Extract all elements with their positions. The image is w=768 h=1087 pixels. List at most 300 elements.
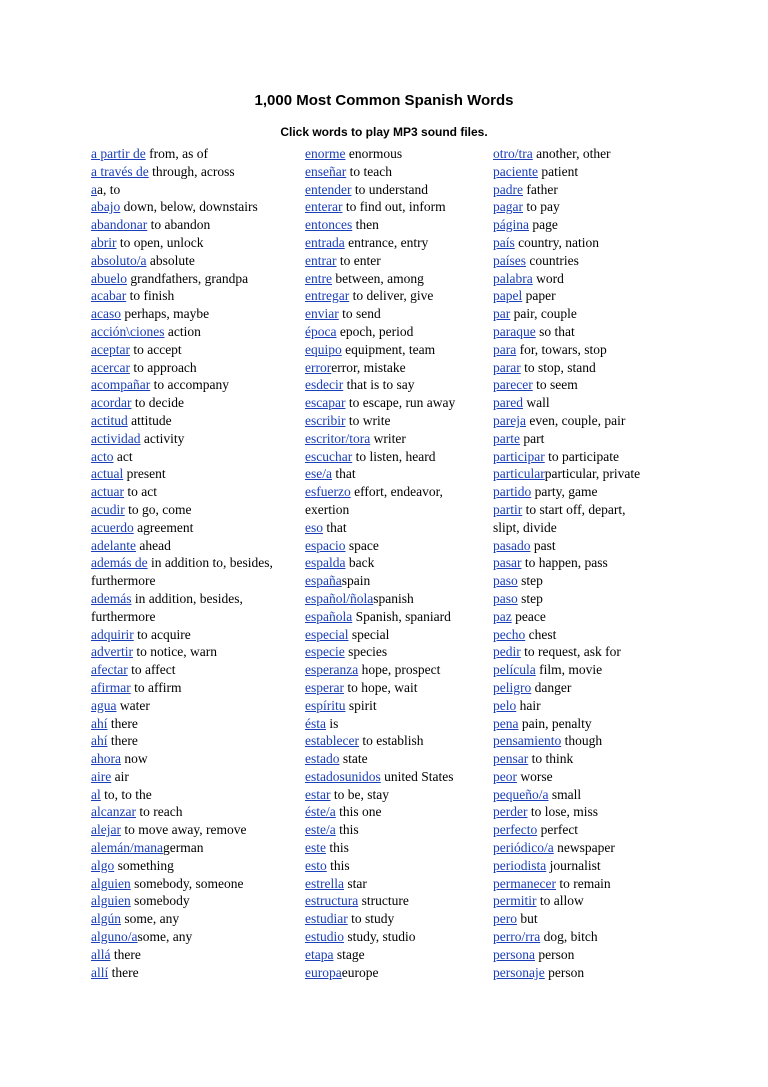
word-link[interactable]: acabar: [91, 288, 127, 304]
word-entry: [493, 448, 640, 466]
word-link[interactable]: entonces: [305, 217, 353, 233]
word-link[interactable]: parte: [493, 430, 520, 446]
word-link[interactable]: enorme: [305, 146, 346, 161]
word-link[interactable]: eso: [305, 519, 323, 535]
word-entry: [305, 305, 455, 323]
word-link[interactable]: pequeño/a: [493, 786, 549, 802]
word-link[interactable]: permanecer: [493, 875, 556, 891]
word-link[interactable]: éste/a: [305, 804, 336, 820]
word-link[interactable]: espíritu: [305, 697, 346, 713]
word-entry: [493, 554, 640, 572]
word-entry: [91, 394, 273, 412]
word-definition: this: [326, 857, 350, 873]
word-link[interactable]: entrar: [305, 252, 337, 268]
word-definition: country, nation: [514, 234, 599, 250]
word-entry: [305, 626, 455, 644]
word-definition: enormous: [345, 146, 403, 161]
word-definition: so that: [535, 323, 575, 339]
word-entry: [91, 786, 273, 804]
word-link[interactable]: agua: [91, 697, 117, 713]
word-entry: [91, 768, 273, 786]
word-entry: [493, 412, 640, 430]
word-link[interactable]: error: [305, 359, 332, 375]
word-definition: entrance, entry: [344, 234, 429, 250]
word-entry: [305, 679, 455, 697]
word-entry: [305, 786, 455, 804]
word-definition: countries: [526, 252, 579, 268]
word-definition: equipment, team: [341, 341, 436, 357]
word-link[interactable]: participar: [493, 448, 545, 464]
word-definition: to finish: [126, 288, 175, 304]
word-link[interactable]: acto: [91, 448, 114, 464]
word-link[interactable]: permitir: [493, 893, 537, 909]
word-definition: attitude: [127, 412, 172, 428]
word-entry: [91, 857, 273, 875]
word-link[interactable]: esfuerzo: [305, 484, 351, 500]
word-definition: hair: [516, 697, 541, 713]
word-entry: [493, 394, 640, 412]
word-definition: to go, come: [124, 501, 192, 517]
word-definition: peace: [511, 608, 546, 624]
word-link[interactable]: alguien: [91, 893, 131, 909]
word-link[interactable]: par: [493, 306, 511, 322]
word-entry: [493, 145, 640, 163]
word-link[interactable]: época: [305, 323, 337, 339]
word-definition: to acquire: [133, 626, 191, 642]
word-definition: spirit: [345, 697, 377, 713]
word-link[interactable]: adquirir: [91, 626, 134, 642]
word-link[interactable]: acaso: [91, 306, 121, 322]
word-link[interactable]: pagar: [493, 199, 523, 215]
word-link[interactable]: escapar: [305, 395, 346, 411]
word-definition: act: [113, 448, 133, 464]
word-entry: [305, 537, 455, 555]
word-definition: that is to say: [343, 377, 415, 393]
word-definition: to accompany: [150, 377, 229, 393]
word-link[interactable]: países: [493, 252, 526, 268]
word-entry: [493, 892, 640, 910]
word-definition: wall: [522, 395, 550, 411]
word-link[interactable]: este: [305, 840, 326, 856]
word-entry: [493, 857, 640, 875]
word-link[interactable]: periódico/a: [493, 840, 554, 856]
word-entry: [91, 270, 273, 288]
word-definition: to send: [338, 306, 381, 322]
word-definition: to, to the: [100, 786, 152, 802]
word-link[interactable]: actitud: [91, 412, 128, 428]
word-definition: in addition to, besides,: [147, 555, 273, 571]
word-entry: [305, 483, 455, 501]
word-definition: to allow: [536, 893, 584, 909]
word-entry: [91, 305, 273, 323]
word-link[interactable]: aire: [91, 768, 112, 784]
word-definition: to deliver, give: [349, 288, 434, 304]
word-link[interactable]: equipo: [305, 341, 342, 357]
word-definition: to move away, remove: [120, 822, 247, 838]
word-entry: [305, 857, 455, 875]
word-entry: [493, 537, 640, 555]
word-link[interactable]: enterar: [305, 199, 343, 215]
word-link[interactable]: adelante: [91, 537, 136, 553]
word-definition: this one: [335, 804, 382, 820]
word-link[interactable]: pensamiento: [493, 733, 562, 749]
word-definition: worse: [517, 768, 553, 784]
word-definition: perhaps, maybe: [120, 306, 210, 322]
word-entry: [91, 875, 273, 893]
word-link[interactable]: ahí: [91, 733, 108, 749]
word-definition: pain, penalty: [518, 715, 592, 731]
word-definition: writer: [370, 430, 406, 446]
word-link[interactable]: a: [91, 181, 97, 197]
word-link[interactable]: pasar: [493, 555, 522, 571]
word-link[interactable]: actual: [91, 466, 124, 482]
word-entry: [91, 537, 273, 555]
word-entry: [91, 198, 273, 216]
word-link[interactable]: esdecir: [305, 377, 344, 393]
word-definition: effort, endeavor,: [350, 484, 443, 500]
word-definition: special: [348, 626, 390, 642]
word-definition: small: [548, 786, 582, 802]
word-definition: person: [534, 946, 575, 962]
word-link[interactable]: absoluto/a: [91, 252, 147, 268]
word-link[interactable]: además de: [91, 555, 148, 571]
word-link[interactable]: estado: [305, 751, 340, 767]
word-entry: [493, 750, 640, 768]
word-entry: [305, 768, 455, 786]
word-link[interactable]: paraque: [493, 323, 536, 339]
word-entry: [305, 163, 455, 181]
word-entry: [91, 359, 273, 377]
word-link[interactable]: además: [91, 590, 132, 606]
word-link[interactable]: país: [493, 234, 515, 250]
word-entry: [493, 252, 640, 270]
word-definition: to happen, pass: [521, 555, 608, 571]
word-definition: to affirm: [130, 679, 182, 695]
word-link[interactable]: abrir: [91, 234, 117, 250]
word-entry: [493, 465, 640, 483]
word-link[interactable]: algún: [91, 911, 121, 927]
word-link[interactable]: pero: [493, 911, 517, 927]
word-entry: [493, 679, 640, 697]
word-link[interactable]: entrada: [305, 234, 345, 250]
word-link[interactable]: pedir: [493, 644, 521, 660]
word-link[interactable]: aceptar: [91, 341, 130, 357]
word-link[interactable]: estrella: [305, 875, 344, 891]
word-link[interactable]: esto: [305, 857, 327, 873]
word-link[interactable]: esperar: [305, 679, 344, 695]
word-entry: [305, 875, 455, 893]
word-definition: activity: [140, 430, 185, 446]
word-column-2: [305, 145, 455, 981]
word-link[interactable]: pecho: [493, 626, 526, 642]
word-link[interactable]: estudiar: [305, 911, 348, 927]
word-definition: this: [326, 840, 349, 856]
word-definition: this: [335, 822, 359, 838]
word-link[interactable]: estructura: [305, 893, 359, 909]
word-entry: [91, 964, 273, 982]
word-entry: [91, 554, 273, 572]
word-link[interactable]: espacio: [305, 537, 346, 553]
word-entry: [305, 216, 455, 234]
word-definition: down, below, downstairs: [120, 199, 258, 215]
word-link[interactable]: entender: [305, 181, 352, 197]
word-link[interactable]: escritor/tora: [305, 430, 371, 446]
word-link[interactable]: peligro: [493, 679, 532, 695]
word-link[interactable]: esperanza: [305, 662, 359, 678]
word-definition: party, game: [531, 484, 598, 500]
word-link[interactable]: pareja: [493, 412, 526, 428]
word-definition: species: [344, 644, 388, 660]
word-link[interactable]: perfecto: [493, 822, 538, 838]
word-entry: [305, 732, 455, 750]
word-link[interactable]: alguno/a: [91, 929, 138, 945]
word-link[interactable]: abuelo: [91, 270, 127, 286]
word-link[interactable]: pena: [493, 715, 519, 731]
word-definition: structure: [358, 893, 409, 909]
word-definition: to remain: [555, 875, 611, 891]
word-link[interactable]: abajo: [91, 199, 121, 215]
word-entry: [91, 910, 273, 928]
word-definition: to establish: [358, 733, 424, 749]
word-definition: to study: [347, 911, 395, 927]
word-entry: [305, 501, 455, 519]
word-entry: [493, 323, 640, 341]
word-definition: to reach: [135, 804, 183, 820]
word-definition: that: [323, 519, 347, 535]
word-definition: is: [326, 715, 339, 731]
word-link[interactable]: escribir: [305, 412, 346, 428]
word-link[interactable]: estudio: [305, 929, 344, 945]
word-entry: [91, 430, 273, 448]
word-link[interactable]: particular: [493, 466, 545, 482]
word-link[interactable]: alguien: [91, 875, 131, 891]
word-link[interactable]: para: [493, 341, 517, 357]
word-definition: to think: [528, 751, 574, 767]
word-entry: [493, 198, 640, 216]
word-link[interactable]: ahí: [91, 715, 108, 731]
word-link[interactable]: peor: [493, 768, 517, 784]
word-entry: [493, 768, 640, 786]
word-entry: [91, 216, 273, 234]
word-link[interactable]: al: [91, 786, 101, 802]
word-entry: [493, 501, 640, 519]
word-definition: that: [331, 466, 356, 482]
word-entry: [91, 376, 273, 394]
word-link[interactable]: papel: [493, 288, 523, 304]
word-link[interactable]: pasado: [493, 537, 531, 553]
word-entry: [91, 803, 273, 821]
word-definition: to abandon: [147, 217, 211, 233]
word-link[interactable]: espalda: [305, 555, 346, 571]
word-entry: [91, 750, 273, 768]
word-entry: [91, 181, 273, 199]
word-entry: [91, 501, 273, 519]
word-link[interactable]: española: [305, 608, 353, 624]
word-definition: Spanish, spaniard: [352, 608, 451, 624]
word-link[interactable]: a través de: [91, 163, 149, 179]
word-definition: though: [561, 733, 603, 749]
word-entry: [305, 270, 455, 288]
word-entry: [91, 928, 273, 946]
word-definition: german: [162, 840, 204, 856]
word-entry: [305, 803, 455, 821]
word-link[interactable]: ese/a: [305, 466, 332, 482]
word-entry: [91, 732, 273, 750]
word-entry: [493, 928, 640, 946]
word-link[interactable]: paz: [493, 608, 512, 624]
word-link[interactable]: paso: [493, 590, 518, 606]
word-link[interactable]: etapa: [305, 946, 334, 962]
word-definition: to approach: [129, 359, 197, 375]
word-definition: to listen, heard: [352, 448, 436, 464]
word-entry: [91, 341, 273, 359]
word-link[interactable]: perro/rra: [493, 929, 541, 945]
word-link[interactable]: ésta: [305, 715, 326, 731]
word-link[interactable]: palabra: [493, 270, 533, 286]
word-link[interactable]: europa: [305, 964, 342, 980]
word-entry: [91, 679, 273, 697]
word-entry: [305, 892, 455, 910]
word-entry: [305, 964, 455, 982]
word-entry: [493, 821, 640, 839]
word-link[interactable]: afectar: [91, 662, 128, 678]
word-definition: united States: [380, 768, 454, 784]
word-link[interactable]: algo: [91, 857, 115, 873]
word-entry: [305, 359, 455, 377]
word-definition: to be, stay: [330, 786, 389, 802]
word-definition: back: [345, 555, 375, 571]
word-link[interactable]: estadosunidos: [305, 768, 381, 784]
word-link[interactable]: ahora: [91, 751, 121, 767]
word-link[interactable]: acercar: [91, 359, 130, 375]
word-link[interactable]: acción\ciones: [91, 323, 165, 339]
word-link[interactable]: partir: [493, 501, 523, 517]
word-link[interactable]: alemán/mana: [91, 840, 163, 856]
word-definition: study, studio: [344, 929, 416, 945]
word-entry: [91, 892, 273, 910]
word-definition: spain: [341, 573, 371, 589]
word-entry: [493, 910, 640, 928]
word-link[interactable]: allí: [91, 964, 109, 980]
word-entry: [305, 697, 455, 715]
word-link[interactable]: pelo: [493, 697, 517, 713]
word-definition: to accept: [129, 341, 182, 357]
word-link[interactable]: parar: [493, 359, 521, 375]
word-definition: danger: [531, 679, 572, 695]
word-link[interactable]: enseñar: [305, 163, 347, 179]
word-entry: [493, 946, 640, 964]
word-definition: chest: [525, 626, 557, 642]
word-definition: space: [345, 537, 379, 553]
word-link[interactable]: periodista: [493, 857, 547, 873]
word-definition: then: [352, 217, 379, 233]
word-definition: some, any: [137, 929, 193, 945]
word-link[interactable]: entre: [305, 270, 332, 286]
word-entry: [493, 216, 640, 234]
word-definition: to request, ask for: [520, 644, 621, 660]
word-definition: stage: [333, 946, 365, 962]
word-entry: [91, 465, 273, 483]
word-entry: [305, 287, 455, 305]
word-link[interactable]: alcanzar: [91, 804, 136, 820]
word-link[interactable]: acompañar: [91, 377, 151, 393]
word-link[interactable]: especie: [305, 644, 345, 660]
word-link[interactable]: abandonar: [91, 217, 148, 233]
word-definition: another, other: [532, 146, 611, 161]
word-definition: to pay: [522, 199, 560, 215]
word-link[interactable]: pensar: [493, 751, 529, 767]
word-link[interactable]: escuchar: [305, 448, 353, 464]
word-link[interactable]: acordar: [91, 395, 132, 411]
word-link[interactable]: otro/tra: [493, 146, 533, 161]
word-definition: furthermore: [91, 573, 156, 589]
word-definition: to seem: [532, 377, 578, 393]
word-entry: [493, 626, 640, 644]
word-definition: present: [123, 466, 166, 482]
word-link[interactable]: película: [493, 662, 536, 678]
word-entry: [305, 839, 455, 857]
word-entry: [91, 519, 273, 537]
word-link[interactable]: parecer: [493, 377, 533, 393]
word-link[interactable]: este/a: [305, 822, 336, 838]
word-entry: [91, 643, 273, 661]
word-link[interactable]: enviar: [305, 306, 339, 322]
word-entry: [305, 928, 455, 946]
word-definition: to hope, wait: [343, 679, 418, 695]
word-link[interactable]: personaje: [493, 964, 545, 980]
word-link[interactable]: actuar: [91, 484, 124, 500]
word-link[interactable]: perder: [493, 804, 528, 820]
word-entry: [493, 697, 640, 715]
word-link[interactable]: actividad: [91, 430, 141, 446]
word-link[interactable]: advertir: [91, 644, 133, 660]
word-link[interactable]: paso: [493, 573, 518, 589]
word-entry: [91, 946, 273, 964]
word-link[interactable]: persona: [493, 946, 535, 962]
word-entry: [305, 198, 455, 216]
word-link[interactable]: alejar: [91, 822, 121, 838]
word-link[interactable]: establecer: [305, 733, 359, 749]
word-definition: to start off, depart,: [522, 501, 626, 517]
word-link[interactable]: afirmar: [91, 679, 131, 695]
word-link[interactable]: padre: [493, 181, 523, 197]
word-link[interactable]: especial: [305, 626, 349, 642]
word-link[interactable]: partido: [493, 484, 532, 500]
word-definition: to lose, miss: [527, 804, 598, 820]
word-definition: ahead: [135, 537, 171, 553]
word-link[interactable]: allá: [91, 946, 111, 962]
word-entry: [91, 839, 273, 857]
word-link[interactable]: estar: [305, 786, 331, 802]
word-link[interactable]: español/ñola: [305, 590, 374, 606]
word-link[interactable]: pared: [493, 395, 523, 411]
word-link[interactable]: paciente: [493, 163, 538, 179]
word-definition: there: [110, 946, 141, 962]
word-entry: [91, 145, 273, 163]
word-link[interactable]: acudir: [91, 501, 125, 517]
word-link[interactable]: página: [493, 217, 529, 233]
word-link[interactable]: españa: [305, 573, 342, 589]
word-definition: agreement: [133, 519, 194, 535]
word-definition: but: [517, 911, 538, 927]
word-link[interactable]: entregar: [305, 288, 350, 304]
word-definition: from, as of: [145, 146, 208, 161]
word-entry: [305, 412, 455, 430]
word-link[interactable]: acuerdo: [91, 519, 134, 535]
word-definition: europe: [341, 964, 379, 980]
word-column-3: [493, 145, 640, 981]
word-link[interactable]: a partir de: [91, 146, 146, 161]
